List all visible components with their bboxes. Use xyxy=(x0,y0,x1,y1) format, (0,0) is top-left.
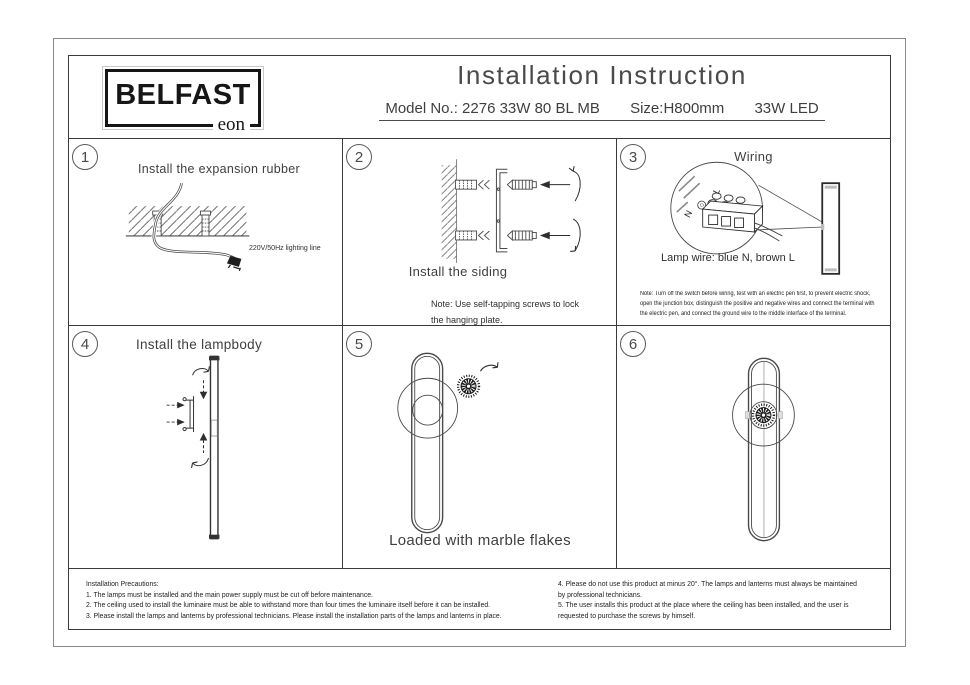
step-4-title: Install the lampbody xyxy=(135,337,263,352)
step-1-panel xyxy=(69,139,342,325)
terminal-n-label: N xyxy=(682,208,695,220)
step-5-panel xyxy=(342,326,616,568)
step-5-caption: Loaded with marble flakes xyxy=(389,532,571,549)
steps-row-2 xyxy=(69,326,890,569)
expansion-rubber-diagram xyxy=(69,139,342,325)
precaution-item: 3. Please install the lamps and lanterns by professional technicians. Please install the installation parts of the lamps and lanterns in place. xyxy=(86,610,502,620)
precautions-heading: Installation Precautions: xyxy=(86,579,159,588)
step-6-panel xyxy=(616,326,890,568)
step-3-number: 3 xyxy=(620,144,646,170)
precautions-right-column xyxy=(558,579,860,622)
lamp-wire-label: Lamp wire: blue N, brown L xyxy=(661,252,795,264)
model-label: Model No.: xyxy=(385,100,458,117)
step-2-number: 2 xyxy=(346,144,372,170)
drawing-inner-border xyxy=(68,55,891,630)
precaution-item: 5. The user installs this product at the place where the ceiling has been installed, and the user is requested to purchase the screws by himself. xyxy=(558,600,849,620)
model-spec-line xyxy=(379,100,824,121)
step-1-title: Install the expansion rubber xyxy=(138,162,300,176)
title-block-header xyxy=(69,56,890,139)
step-2-panel xyxy=(342,139,616,325)
terminal-l-label: L xyxy=(710,186,723,196)
model-value: 2276 33W 80 BL MB xyxy=(462,100,600,117)
step-2-note: Note: Use self-tapping screws to lock the hanging plate. xyxy=(431,299,580,325)
wattage-value: 33W LED xyxy=(754,100,819,117)
size-label: Size: xyxy=(630,100,664,117)
precautions-section xyxy=(69,569,890,629)
precaution-item: 2. The ceiling used to install the luminaire must be able to withstand more than four times the luminaire itself before it can be installed. xyxy=(86,600,491,610)
step-6-number: 6 xyxy=(620,331,646,357)
brand-name: BELFAST xyxy=(115,79,251,111)
step-4-number: 4 xyxy=(72,331,98,357)
size-value: H800mm xyxy=(663,100,725,117)
brand-subname: eon xyxy=(213,114,250,136)
step-2-title: Install the siding xyxy=(408,264,508,279)
step-1-number: 1 xyxy=(72,144,98,170)
drawing-outer-border xyxy=(53,38,906,647)
page-title: Installation Instruction xyxy=(457,60,747,90)
step-3-title: Wiring xyxy=(734,149,773,164)
precaution-item: 1. The lamps must be installed and the main power supply must be cut off before maintenance. xyxy=(86,589,373,599)
step-5-number: 5 xyxy=(346,331,372,357)
steps-row-1 xyxy=(69,139,890,326)
wiring-safety-note: Note: Turn off the switch before wiring, test with an electric pen first, to prevent electric shock, open the junction box, distinguish the positive and negative wires and connect the terminal with the electric pen, and connect the ground wire to the middle interface of the terminal. xyxy=(640,291,875,317)
step-4-panel xyxy=(69,326,342,568)
power-line-label: 220V/50Hz lighting line xyxy=(249,245,321,252)
precaution-item: 4. Please do not use this product at minus 20°. The lamps and lanterns must always be maintained by professional technicians. xyxy=(558,579,857,599)
step-3-panel xyxy=(616,139,890,325)
document-title-block xyxy=(359,60,845,121)
finished-lamp-diagram xyxy=(617,326,890,568)
precautions-left-column xyxy=(86,579,554,622)
brand-logo xyxy=(105,69,261,135)
lampbody-installation-diagram xyxy=(69,326,342,568)
